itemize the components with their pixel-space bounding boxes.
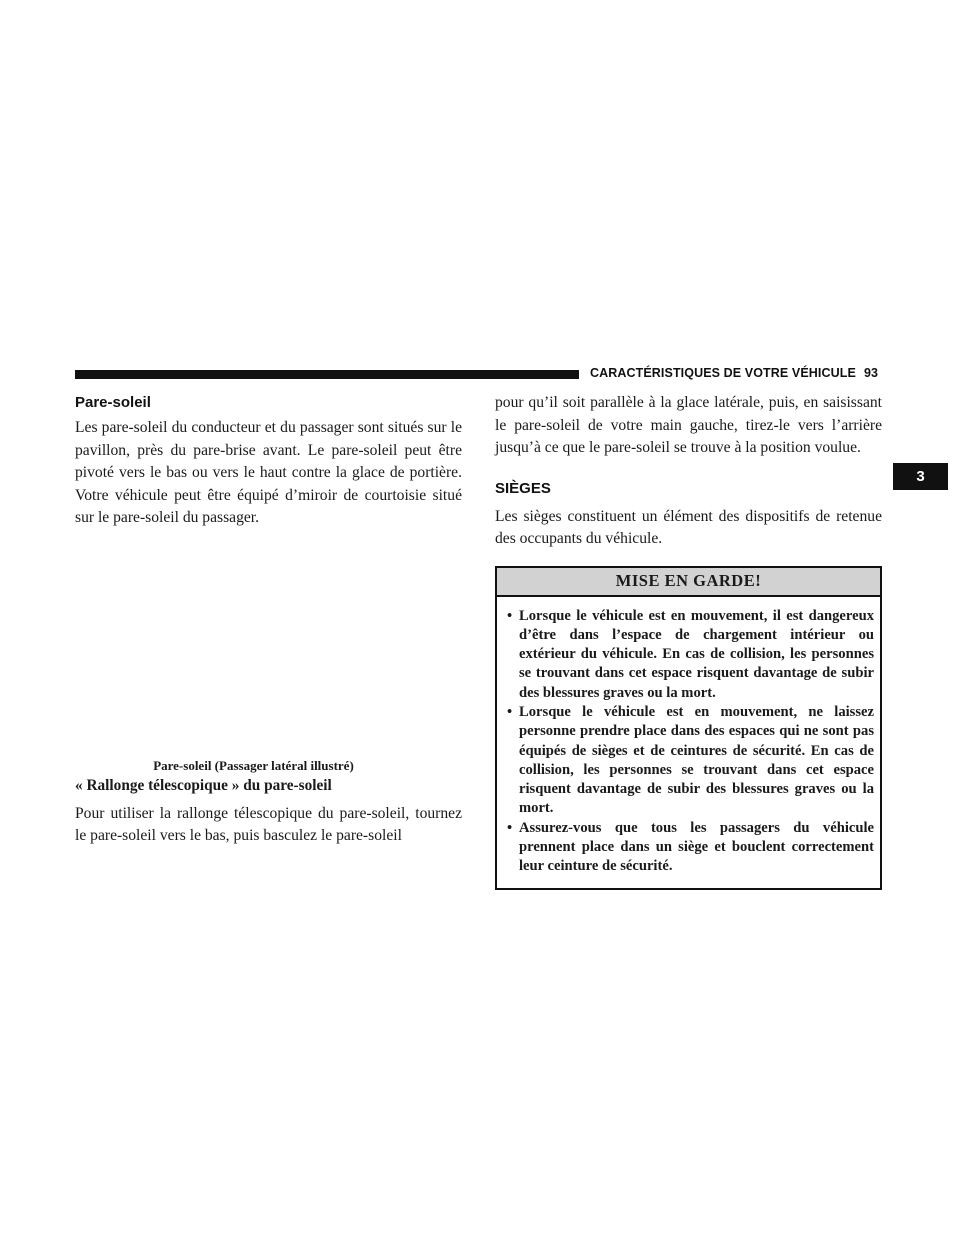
warning-title: MISE EN GARDE! <box>497 568 880 597</box>
warning-item-text: Lorsque le véhicule est en mouvement, il est dangereux d’être dans l’espace de chargement intérieur ou extérieur du véhicule. En cas de collision, les personnes se trouvant dans cet espace risquent davantage de subir des blessures graves ou la mort. <box>519 607 874 701</box>
header-title: CARACTÉRISTIQUES DE VOTRE VÉHICULE <box>590 366 856 380</box>
chapter-tab: 3 <box>893 463 948 490</box>
section-heading-pare-soleil: Pare-soleil <box>75 394 151 411</box>
left-column <box>75 394 462 848</box>
warning-item <box>507 607 874 703</box>
bullet-icon: • <box>507 607 513 624</box>
sieges-paragraph: Les sièges constituent un élément des dispositifs de retenue des occupants du véhicule. <box>495 507 882 547</box>
warning-item <box>507 819 874 877</box>
warning-list <box>497 597 880 888</box>
warning-item-text: Assurez-vous que tous les passagers du véhicule prennent place dans un siège et bouclent correctement leur ceinture de sécurité. <box>519 819 874 875</box>
bullet-icon: • <box>507 703 513 720</box>
rallonge-paragraph: Pour utiliser la rallonge télescopique du pare-soleil, tournez le pare-soleil vers le bas, puis basculez le pare-soleil <box>75 804 462 844</box>
figure-caption: Pare-soleil (Passager latéral illustré) <box>153 757 354 773</box>
bullet-icon: • <box>507 819 513 836</box>
right-column <box>495 392 882 890</box>
running-header <box>590 366 878 380</box>
continued-paragraph: pour qu’il soit parallèle à la glace latérale, puis, en saisissant le pare-soleil de votre main gauche, tirez-le vers l’arrière jusqu’à ce que le pare-soleil se trouve à la position voulue. <box>495 394 882 456</box>
pare-soleil-paragraph: Les pare-soleil du conducteur et du passager sont situés sur le pavillon, près du pare-brise avant. Le pare-soleil peut être pivoté vers le bas ou vers le haut contre la glace de portière. Votre véhicule peut être équipé d’miroir de courtoisie situé sur le pare-soleil du passager. <box>75 419 462 526</box>
warning-item-text: Lorsque le véhicule est en mouvement, ne laissez personne prendre place dans des espaces qui ne sont pas équipés de sièges et de ceintures de sécurité. En cas de collision, les personnes se trouvant dans cet espace risquent davantage de subir des blessures graves ou la mort. <box>519 703 874 817</box>
page-number: 93 <box>863 366 879 380</box>
warning-box <box>495 566 882 890</box>
subheading-rallonge: « Rallonge télescopique » du pare-soleil <box>75 776 332 794</box>
warning-item <box>507 703 874 819</box>
section-heading-sieges: SIÈGES <box>495 479 551 497</box>
figure-area <box>75 530 462 758</box>
header-rule <box>75 370 579 379</box>
